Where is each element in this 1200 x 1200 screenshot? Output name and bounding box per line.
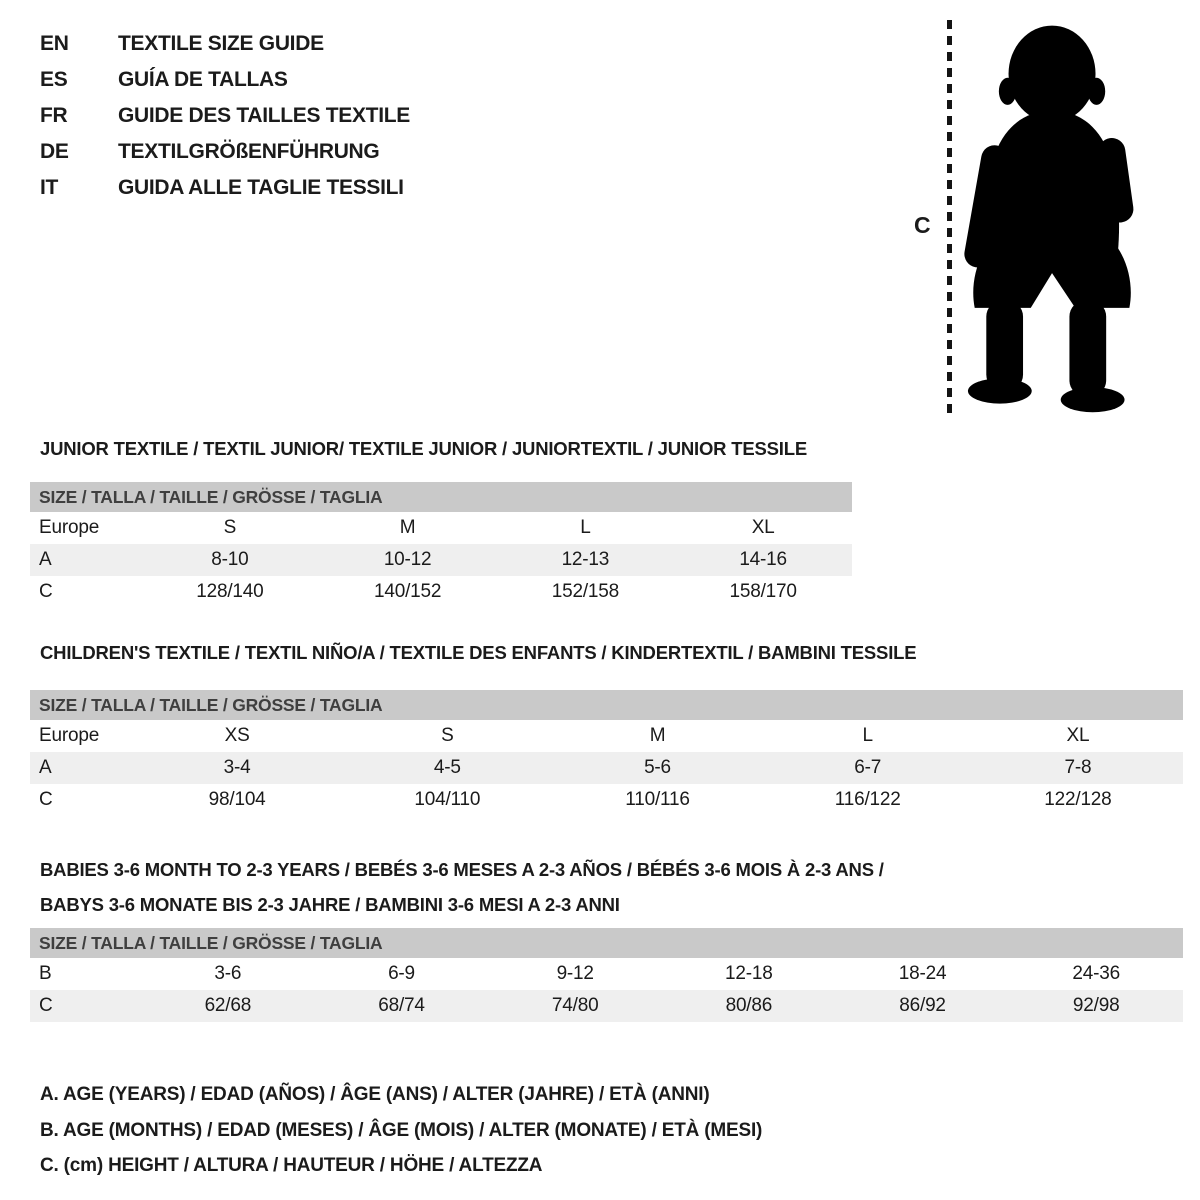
language-row-en xyxy=(40,26,410,62)
table-cell: 3-6 xyxy=(214,963,242,984)
table-cell: S xyxy=(441,725,454,746)
language-code: IT xyxy=(40,176,59,199)
table-row xyxy=(30,512,852,544)
row-label: B xyxy=(39,963,52,984)
size-header-bar xyxy=(30,690,1183,720)
language-title: TEXTILGRÖßENFÜHRUNG xyxy=(118,140,380,163)
table-cell: 128/140 xyxy=(196,581,264,602)
table-row xyxy=(30,990,1183,1022)
tables-content xyxy=(30,437,1183,1184)
table-cell: 98/104 xyxy=(208,789,266,810)
language-row-de xyxy=(40,134,410,170)
language-code: EN xyxy=(40,32,69,55)
table-cell: XL xyxy=(1066,725,1090,746)
table-cell: 140/152 xyxy=(373,581,442,602)
table-cell: 86/92 xyxy=(899,995,946,1016)
size-header-bar xyxy=(30,928,1183,958)
size-table-babies xyxy=(30,928,1183,1022)
table-cell: 92/98 xyxy=(1072,995,1120,1016)
table-cell: 12-18 xyxy=(725,963,773,984)
row-label: A xyxy=(39,757,52,778)
table-cell: M xyxy=(649,725,666,746)
row-label: Europe xyxy=(39,725,100,746)
section-heading-children: CHILDREN'S TEXTILE / TEXTIL NIÑO/A / TEXTILE DES ENFANTS / KINDERTEXTIL / BAMBINI TESSILE xyxy=(40,642,917,663)
legend-line-b: B. AGE (MONTHS) / EDAD (MESES) / ÂGE (MOIS) / ALTER (MONATE) / ETÀ (MESI) xyxy=(40,1119,763,1141)
table-cell: 104/110 xyxy=(414,789,481,810)
height-dashed-line xyxy=(947,20,952,418)
baby-silhouette xyxy=(962,14,1144,425)
table-cell: 4-5 xyxy=(433,757,461,778)
row-label: C xyxy=(39,789,53,810)
section-heading-babies xyxy=(30,852,1183,922)
table-cell: 24-36 xyxy=(1072,963,1120,984)
language-list xyxy=(40,26,410,206)
language-code: FR xyxy=(40,104,68,127)
table-cell: 74/80 xyxy=(551,995,599,1016)
height-measure-label: C xyxy=(914,212,931,238)
language-title: TEXTILE SIZE GUIDE xyxy=(118,32,324,55)
table-cell: M xyxy=(399,517,416,538)
table-cell: 12-13 xyxy=(561,549,610,570)
table-row xyxy=(30,544,852,576)
table-cell: L xyxy=(862,725,873,746)
table-cell: 7-8 xyxy=(1064,757,1092,778)
row-label: A xyxy=(39,549,52,570)
table-row xyxy=(30,958,1183,990)
table-cell: 122/128 xyxy=(1044,789,1112,810)
size-header-bar xyxy=(30,482,852,512)
section-heading-babies-line1: BABIES 3-6 MONTH TO 2-3 YEARS / BEBÉS 3-6 MESES A 2-3 AÑOS / BÉBÉS 3-6 MOIS À 2-3 ANS / xyxy=(40,859,884,880)
size-table-children xyxy=(30,690,1183,816)
table-cell: 3-4 xyxy=(223,757,251,778)
language-title: GUIDA ALLE TAGLIE TESSILI xyxy=(118,176,404,199)
legend-line-a: A. AGE (YEARS) / EDAD (AÑOS) / ÂGE (ANS) / ALTER (JAHRE) / ETÀ (ANNI) xyxy=(40,1084,710,1105)
table-cell: 14-16 xyxy=(739,549,787,570)
language-code: ES xyxy=(40,68,68,91)
size-table-junior xyxy=(30,482,852,608)
table-cell: 152/158 xyxy=(551,581,620,602)
size-header-label: SIZE / TALLA / TAILLE / GRÖSSE / TAGLIA xyxy=(39,694,383,715)
table-cell: 158/170 xyxy=(729,581,797,602)
row-label: Europe xyxy=(39,517,100,538)
table-cell: 6-7 xyxy=(854,757,882,778)
table-cell: XL xyxy=(751,517,775,538)
table-cell: 80/86 xyxy=(725,995,773,1016)
language-row-it xyxy=(40,170,410,206)
table-cell: 10-12 xyxy=(383,549,432,570)
table-row xyxy=(30,576,852,608)
table-cell: 116/122 xyxy=(834,789,901,810)
table-cell: 5-6 xyxy=(644,757,671,778)
language-title: GUÍA DE TALLAS xyxy=(118,68,288,91)
table-cell: 6-9 xyxy=(388,963,415,984)
table-cell: 62/68 xyxy=(204,995,252,1016)
table-row xyxy=(30,720,1183,752)
size-header-label: SIZE / TALLA / TAILLE / GRÖSSE / TAGLIA xyxy=(39,932,383,953)
language-title: GUIDE DES TAILLES TEXTILE xyxy=(118,104,410,127)
table-cell: 9-12 xyxy=(556,963,594,984)
language-row-fr xyxy=(40,98,410,134)
table-row xyxy=(30,784,1183,816)
table-cell: XS xyxy=(224,725,250,746)
table-cell: S xyxy=(223,517,237,538)
table-cell: 110/116 xyxy=(625,789,690,810)
size-header-label: SIZE / TALLA / TAILLE / GRÖSSE / TAGLIA xyxy=(39,486,383,507)
section-heading-babies-line2: BABYS 3-6 MONATE BIS 2-3 JAHRE / BAMBINI 3-6 MESI A 2-3 ANNI xyxy=(40,894,620,915)
table-cell: 8-10 xyxy=(211,549,249,570)
legend-line-c: C. (cm) HEIGHT / ALTURA / HAUTEUR / HÖHE / ALTEZZA xyxy=(40,1155,543,1176)
row-label: C xyxy=(39,581,53,602)
language-code: DE xyxy=(40,140,69,163)
table-cell: 68/74 xyxy=(378,995,425,1016)
table-row xyxy=(30,752,1183,784)
row-label: C xyxy=(39,995,53,1016)
table-cell: 18-24 xyxy=(898,963,947,984)
table-cell: L xyxy=(580,517,591,538)
language-row-es xyxy=(40,62,410,98)
section-heading-junior: JUNIOR TEXTILE / TEXTIL JUNIOR/ TEXTILE JUNIOR / JUNIORTEXTIL / JUNIOR TESSILE xyxy=(40,438,807,459)
legend xyxy=(30,1077,1183,1184)
